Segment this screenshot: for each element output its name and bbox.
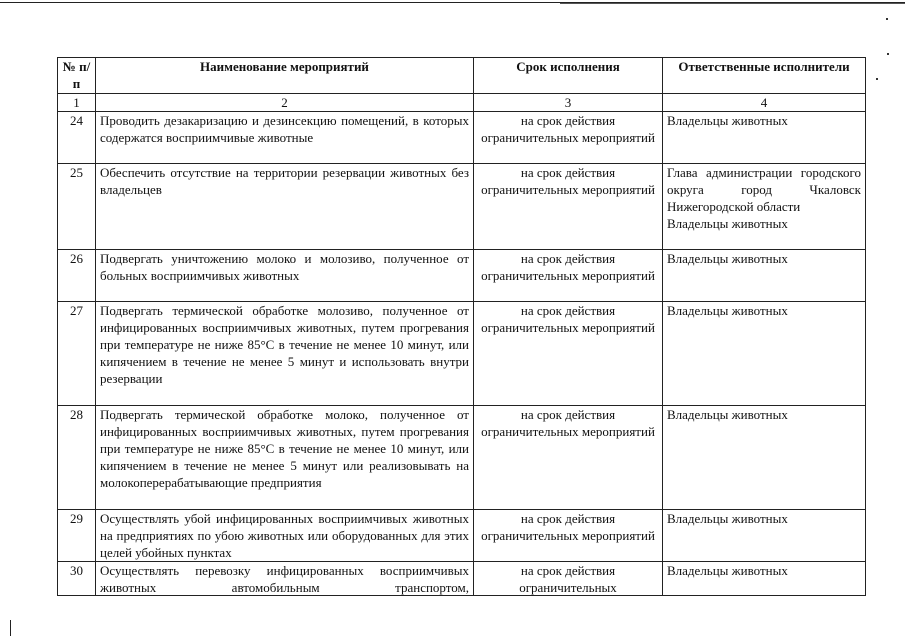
table-row [58, 112, 866, 164]
column-index-row [58, 94, 866, 112]
table-row [58, 562, 866, 596]
column-header-responsible [663, 58, 866, 94]
measures-table [57, 57, 866, 596]
measure-name: Обеспечить отсутствие на территории резервации животных без владельцев [96, 164, 474, 250]
measure-name: Подвергать термической обработке молозиво, полученное от инфицированных восприимчивых животных, путем прогревания при температуре не ниже 85°С в течение не менее 10 минут, или кипячением в течение не менее 5 минут и использовать внутри резервации [96, 302, 474, 406]
measure-name: Подвергать уничтожению молоко и молозиво, полученное от больных восприимчивых животных [96, 250, 474, 302]
measure-name [96, 562, 474, 596]
measure-term: на срок действия ограничительных мероприятий [474, 406, 663, 510]
column-header-name [96, 58, 474, 94]
measure-name: Подвергать термической обработке молоко, полученное от инфицированных восприимчивых животных, путем прогревания при температуре не ниже 85°С в течение не менее 10 минут, или кипячением в течение не менее 5 минут или реализовывать на молокоперерабатывающие предприятия [96, 406, 474, 510]
measure-term: на срок действия ограничительных мероприятий [474, 164, 663, 250]
scan-speck [876, 78, 878, 80]
measure-term [474, 562, 663, 596]
table-row [58, 302, 866, 406]
measure-term: на срок действия ограничительных мероприятий [474, 302, 663, 406]
table-row [58, 250, 866, 302]
measure-responsible: Владельцы животных [663, 562, 866, 596]
measure-name-text: Осуществлять перевозку инфицированных восприимчивых животных автомобильным транспортом, [100, 563, 469, 595]
column-index: 4 [663, 94, 866, 112]
measure-responsible: Владельцы животных [663, 302, 866, 406]
measure-term: на срок действия ограничительных мероприятий [474, 112, 663, 164]
table-row [58, 510, 866, 562]
column-header-term-text: Срок исполнения [516, 59, 620, 74]
column-header-term [474, 58, 663, 94]
header-row [58, 58, 866, 94]
column-header-name-text: Наименование мероприятий [200, 59, 369, 74]
measure-name: Проводить дезакаризацию и дезинсекцию помещений, в которых содержатся восприимчивые животные [96, 112, 474, 164]
column-index: 1 [58, 94, 96, 112]
column-index: 3 [474, 94, 663, 112]
row-number: 28 [58, 406, 96, 510]
column-header-responsible-text: Ответственные исполнители [678, 59, 850, 74]
measure-responsible: Владельцы животных [663, 112, 866, 164]
column-index: 2 [96, 94, 474, 112]
row-number: 27 [58, 302, 96, 406]
row-number: 25 [58, 164, 96, 250]
measure-responsible: Владельцы животных [663, 510, 866, 562]
row-number: 29 [58, 510, 96, 562]
measure-responsible: Владельцы животных [663, 406, 866, 510]
measure-responsible: Владельцы животных [663, 250, 866, 302]
column-header-number [58, 58, 96, 94]
table-row [58, 406, 866, 510]
scan-speck [887, 53, 889, 55]
measure-term-text: на срок действия ограничительных [519, 563, 617, 595]
row-number: 26 [58, 250, 96, 302]
column-header-number-text: № п/п [62, 59, 91, 91]
measure-term: на срок действия ограничительных мероприятий [474, 510, 663, 562]
measure-name: Осуществлять убой инфицированных восприимчивых животных на предприятиях по убою животных или оборудованных для этих целей убойных пунктах [96, 510, 474, 562]
table-row [58, 164, 866, 250]
measure-term: на срок действия ограничительных мероприятий [474, 250, 663, 302]
row-number: 30 [58, 562, 96, 596]
scan-speck [886, 18, 888, 20]
scan-edge-line [560, 3, 905, 4]
scan-margin-mark [10, 620, 11, 636]
row-number: 24 [58, 112, 96, 164]
measure-responsible: Глава администрации городского округа город Чкаловск Нижегородской области Владельцы животных [663, 164, 866, 250]
